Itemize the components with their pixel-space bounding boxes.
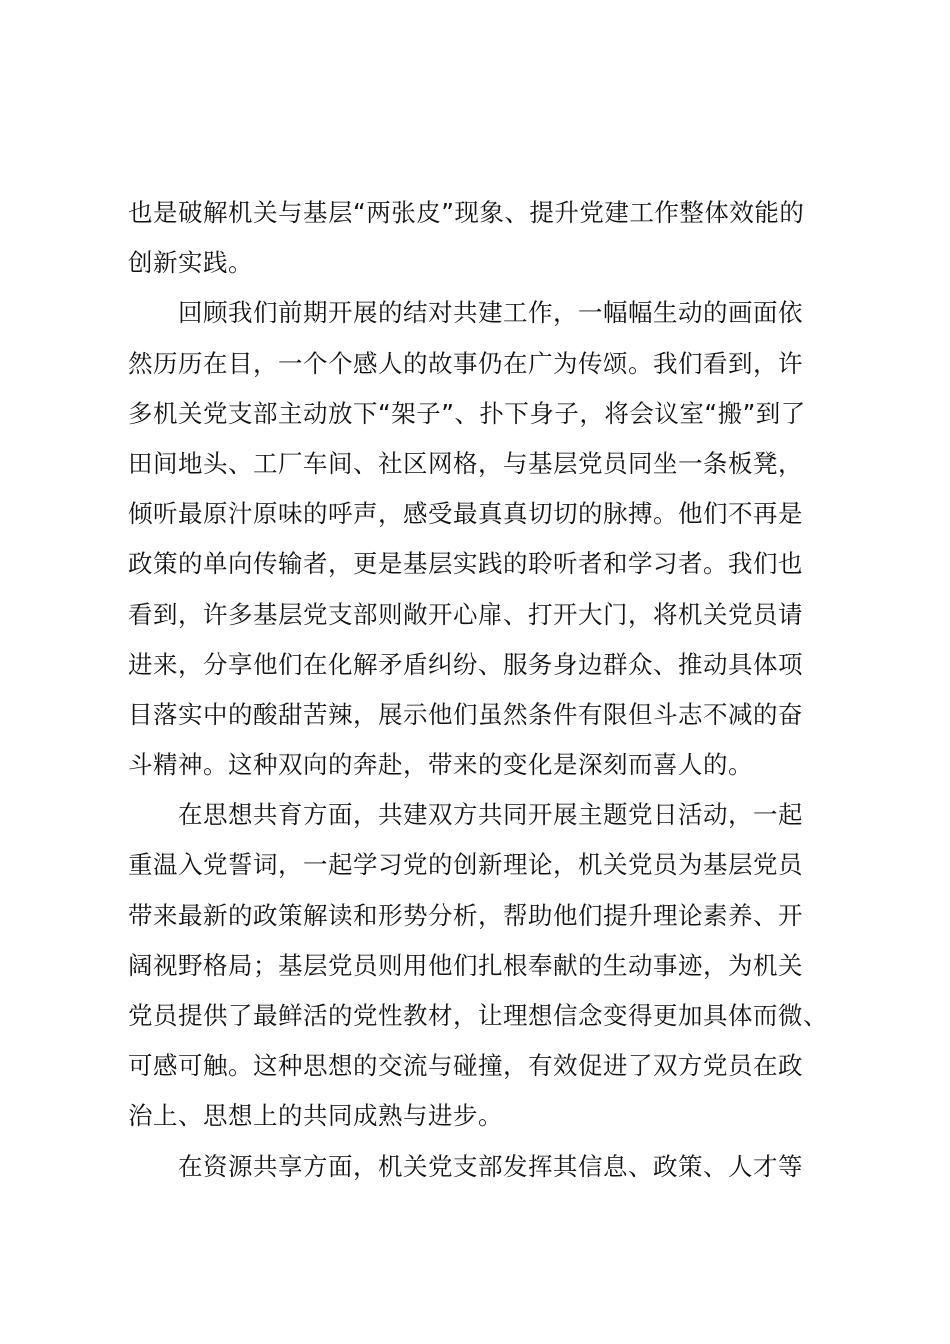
text-line: 也是破解机关与基层“两张皮”现象、提升党建工作整体效能的 [128,198,805,227]
text-line: 多机关党支部主动放下“架子”、扑下身子，将会议室“搬”到了 [128,398,806,428]
text-line: 党员提供了最鲜活的党性教材，让理想信念变得更加具体而微、 [128,1001,828,1030]
text-line: 回顾我们前期开展的结对共建工作，一幅幅生动的画面依 [128,298,803,328]
text-line: 斗精神。这种双向的奔赴，带来的变化是深刻而喜人的。 [128,750,753,780]
text-line: 田间地头、工厂车间、社区网格，与基层党员同坐一条板凳， [128,448,803,478]
text-line: 看到，许多基层党支部则敞开心扉、打开大门，将机关党员请 [128,599,803,629]
text-line: 倾听最原汁原味的呼声，感受最真真切切的脉搏。他们不再是 [128,499,803,529]
text-line: 在资源共享方面，机关党支部发挥其信息、政策、人才等 [128,1151,803,1181]
text-line: 重温入党誓词，一起学习党的创新理论，机关党员为基层党员 [128,850,803,880]
text-line: 目落实中的酸甜苦辣，展示他们虽然条件有限但斗志不减的奋 [128,699,803,729]
text-line: 治上、思想上的共同成熟与进步。 [128,1101,503,1131]
text-line: 带来最新的政策解读和形势分析，帮助他们提升理论素养、开 [128,900,803,930]
text-line: 阔视野格局；基层党员则用他们扎根奉献的生动事迹，为机关 [128,950,803,980]
text-line: 进来，分享他们在化解矛盾纠纷、服务身边群众、推动具体项 [128,649,803,679]
body-text [128,188,828,1192]
text-line: 在思想共育方面，共建双方共同开展主题党日活动，一起 [128,800,803,830]
text-line: 然历历在目，一个个感人的故事仍在广为传颂。我们看到，许 [128,348,803,378]
text-line: 可感可触。这种思想的交流与碰撞，有效促进了双方党员在政 [128,1051,803,1081]
text-line: 政策的单向传输者，更是基层实践的聆听者和学习者。我们也 [128,549,803,579]
text-line: 创新实践。 [128,248,253,278]
